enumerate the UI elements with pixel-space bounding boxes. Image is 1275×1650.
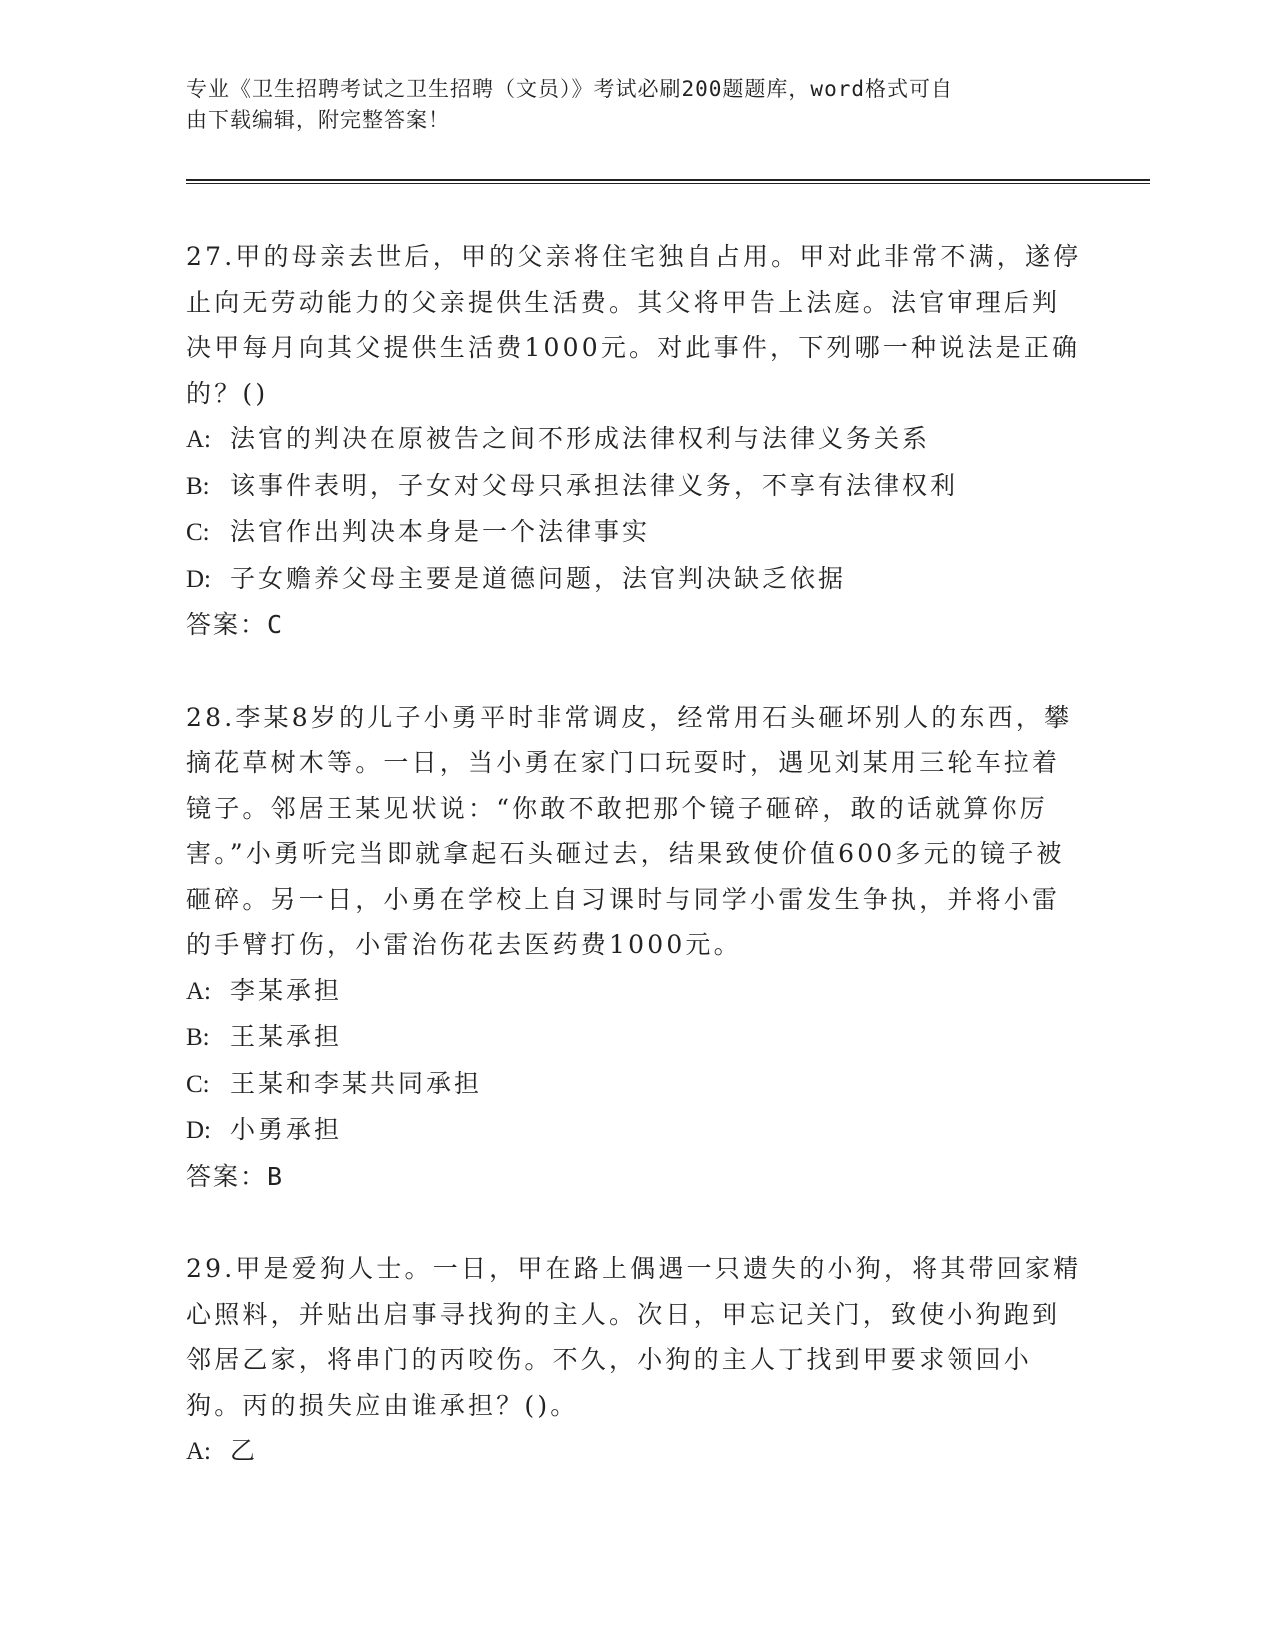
option-c — [186, 1061, 1086, 1108]
question-list — [186, 234, 1086, 1522]
answer-value: B — [267, 1161, 283, 1191]
header-divider — [186, 179, 1150, 181]
option-text: 小勇承担 — [230, 1115, 343, 1144]
question-28 — [186, 695, 1086, 1200]
option-b — [186, 1014, 1086, 1061]
option-letter: A: — [186, 426, 211, 453]
option-a — [186, 416, 1086, 463]
option-d — [186, 1107, 1086, 1154]
option-text: 王某和李某共同承担 — [230, 1068, 483, 1098]
header-line-2: 由下载编辑，附完整答案！ — [186, 108, 450, 132]
option-text: 该事件表明，子女对父母只承担法律义务，不享有法律权利 — [230, 470, 959, 500]
answer-line — [186, 602, 1086, 648]
option-letter: B: — [186, 1024, 210, 1051]
option-letter: B: — [186, 472, 210, 500]
option-text: 王某承担 — [230, 1022, 343, 1051]
option-text: 子女赡养父母主要是道德问题，法官判决缺乏依据 — [230, 563, 847, 593]
option-letter: C: — [186, 519, 210, 546]
option-text: 法官的判决在原被告之间不形成法律权利与法律义务关系 — [230, 424, 931, 453]
option-letter: D: — [186, 1117, 211, 1144]
question-text: 27.甲的母亲去世后，甲的父亲将住宅独自占用。甲对此非常不满，遂停止向无劳动能力的父亲提供生活费。其父将甲告上法庭。法官审理后判决甲每月向其父提供生活费1000元。对此事件，下列哪一种说法是正确的？() — [186, 242, 1082, 408]
answer-label: 答案： — [186, 610, 268, 639]
question-29 — [186, 1246, 1086, 1475]
question-27 — [186, 234, 1086, 648]
question-text: 28.李某8岁的儿子小勇平时非常调皮，经常用石头砸坏别人的东西，攀摘花草树木等。一日，当小勇在家门口玩耍时，遇见刘某用三轮车拉着镜子。邻居王某见状说：“你敢不敢把那个镜子砸碎，敢的话就算你厉害。”小勇听完当即就拿起石头砸过去，结果致使价值600多元的镜子被砸碎。另一日，小勇在学校上自习课时与同学小雷发生争执，并将小雷的手臂打伤，小雷治伤花去医药费1000元。 — [186, 702, 1073, 959]
option-letter: A: — [186, 977, 211, 1005]
answer-label: 答案： — [186, 1161, 268, 1191]
answer-line — [186, 1154, 1086, 1200]
header-divider-thin — [186, 183, 1150, 184]
option-text: 李某承担 — [230, 975, 343, 1005]
option-a — [186, 1428, 1086, 1475]
option-d — [186, 556, 1086, 603]
document-header — [186, 74, 1086, 136]
answer-value: C — [267, 610, 283, 639]
option-letter: A: — [186, 1438, 211, 1465]
option-text: 法官作出判决本身是一个法律事实 — [230, 517, 651, 546]
option-text: 乙 — [230, 1436, 259, 1465]
option-letter: C: — [186, 1070, 210, 1098]
option-b — [186, 463, 1086, 510]
option-c — [186, 509, 1086, 556]
header-line-1: 专业《卫生招聘考试之卫生招聘（文员）》考试必刷200题题库，word格式可自 — [186, 77, 953, 101]
question-text: 29.甲是爱狗人士。一日，甲在路上偶遇一只遗失的小狗，将其带回家精心照料，并贴出启事寻找狗的主人。次日，甲忘记关门，致使小狗跑到邻居乙家，将串门的丙咬伤。不久，小狗的主人丁找到甲要求领回小狗。丙的损失应由谁承担？()。 — [186, 1254, 1082, 1420]
option-a — [186, 968, 1086, 1015]
option-letter: D: — [186, 565, 211, 593]
